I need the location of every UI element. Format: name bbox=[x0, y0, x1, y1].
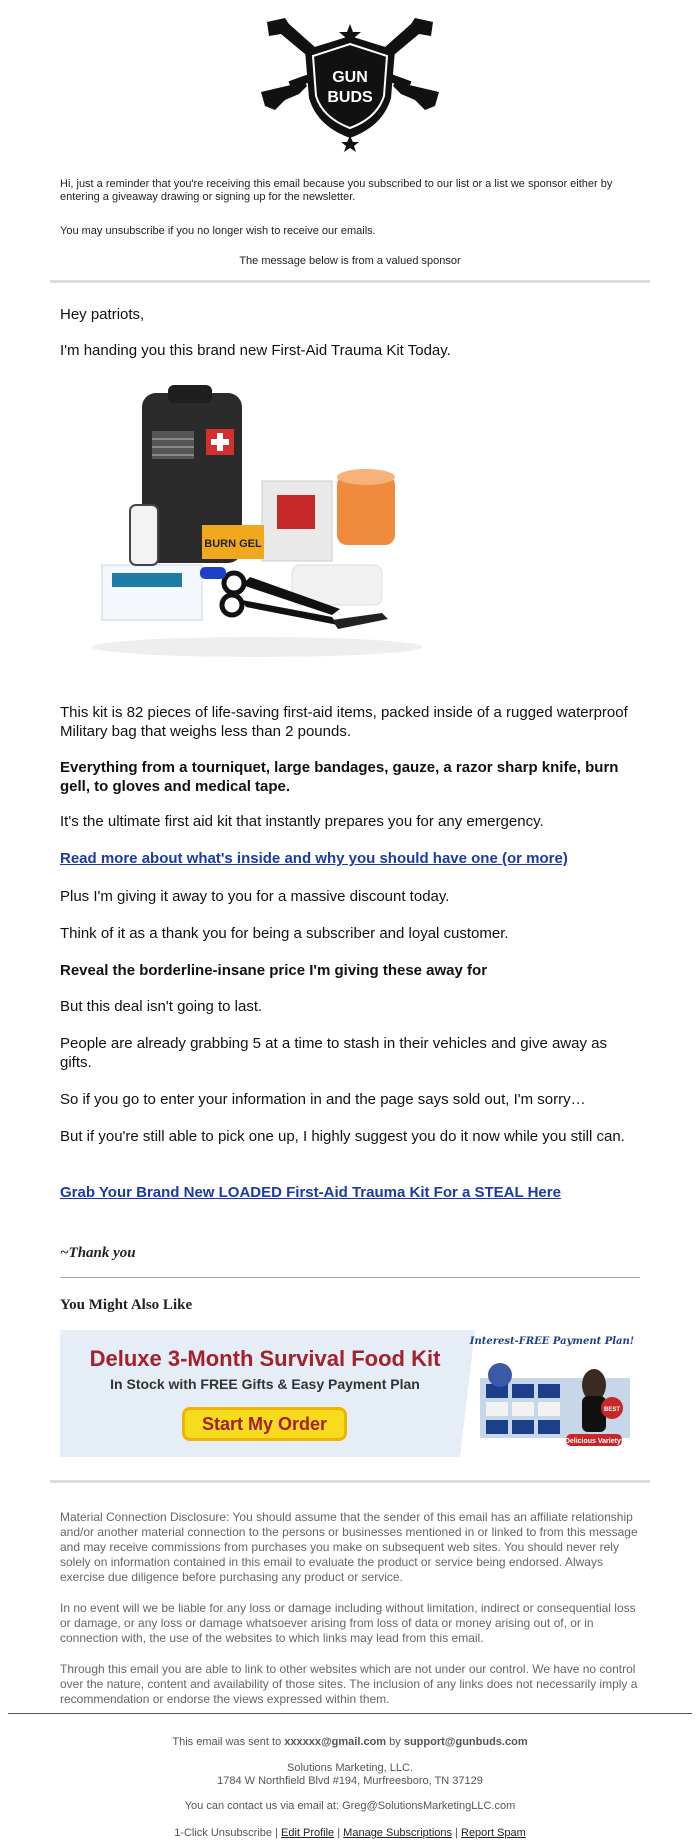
delicious-variety-badge: Delicious Variety! bbox=[564, 1438, 624, 1445]
body-paragraph: This kit is 82 pieces of life-saving first-aid items, packed inside of a rugged waterproof Military bag that weighs less than 2 pounds. bbox=[60, 704, 628, 740]
read-more-link-wrap bbox=[60, 849, 640, 868]
footer-sent-line bbox=[0, 1736, 700, 1749]
contact-line: You can contact us via email at: Greg@SolutionsMarketingLLC.com bbox=[184, 1800, 516, 1812]
divider bbox=[60, 1277, 640, 1278]
body-paragraph: But if you're still able to pick one up, I highly suggest you do it now while you still can. bbox=[60, 1128, 625, 1145]
best-badge: BEST bbox=[603, 1407, 621, 1413]
divider bbox=[8, 1713, 692, 1714]
body-paragraph: I'm handing you this brand new First-Aid Trauma Kit Today. bbox=[60, 342, 451, 359]
divider bbox=[50, 1480, 650, 1483]
gunbuds-logo[interactable] bbox=[255, 14, 445, 152]
footer-links bbox=[0, 1827, 700, 1840]
cta-link-wrap bbox=[60, 1183, 640, 1202]
logo-text-buds: BUDS bbox=[327, 89, 373, 106]
survival-food-banner[interactable] bbox=[60, 1330, 635, 1457]
body-paragraph-bold: Everything from a tourniquet, large bandages, gauze, a razor sharp knife, burn gell, to gloves and medical tape. bbox=[60, 759, 619, 795]
separator: | bbox=[452, 1827, 461, 1839]
you-might-also-like-heading: You Might Also Like bbox=[60, 1297, 193, 1313]
trauma-kit-image[interactable] bbox=[82, 385, 427, 660]
banner-subtitle: In Stock with FREE Gifts & Easy Payment Plan bbox=[110, 1376, 420, 1392]
body-paragraph: So if you go to enter your information in and the page says sold out, I'm sorry… bbox=[60, 1091, 586, 1108]
sent-by: by bbox=[386, 1736, 404, 1748]
burn-gel-label: BURN GEL bbox=[204, 538, 262, 550]
body-paragraph: It's the ultimate first aid kit that instantly prepares you for any emergency. bbox=[60, 813, 544, 830]
sponsor-note: The message below is from a valued sponsor bbox=[239, 255, 461, 267]
body-paragraph: But this deal isn't going to last. bbox=[60, 998, 263, 1015]
recipient-email: xxxxxx@gmail.com bbox=[284, 1736, 387, 1748]
body-paragraph: Think of it as a thank you for being a subscriber and loyal customer. bbox=[60, 925, 509, 942]
body-paragraph: Plus I'm giving it away to you for a massive discount today. bbox=[60, 888, 450, 905]
disclosure-paragraph: In no event will we be liable for any loss or damage including without limitation, indirect or consequential loss or damage, or any loss or damage whatsoever arising from loss of data or money arising out of, or in connection with, the use of the websites to which links may lead from this email. bbox=[60, 1601, 636, 1645]
company-name: Solutions Marketing, LLC. bbox=[287, 1762, 413, 1774]
intro-unsubscribe-note: You may unsubscribe if you no longer wish to receive our emails. bbox=[60, 225, 376, 237]
read-more-link[interactable]: Read more about what's inside and why you should have one (or more) bbox=[60, 850, 568, 867]
divider bbox=[50, 280, 650, 283]
interest-free-badge: Interest-FREE Payment Plan! bbox=[469, 1336, 635, 1347]
logo-text-gun: GUN bbox=[332, 69, 368, 86]
disclosure-paragraph: Material Connection Disclosure: You should assume that the sender of this email has an affiliate relationship and/or another material connection to the persons or businesses mentioned in or linked to from this message and may receive commissions from purchases you make on subsequent web sites. You should never rely solely on information contained in this email to evaluate the product or service being endorsed. Always exercise due diligence before purchasing any product or service. bbox=[60, 1510, 638, 1584]
sender-email: support@gunbuds.com bbox=[403, 1736, 528, 1748]
body-paragraph-bold: Reveal the borderline-insane price I'm giving these away for bbox=[60, 962, 488, 979]
manage-subscriptions-link[interactable]: Manage Subscriptions bbox=[343, 1827, 453, 1839]
sent-prefix: This email was sent to bbox=[172, 1736, 285, 1748]
start-my-order-button[interactable]: Start My Order bbox=[182, 1407, 347, 1441]
greeting: Hey patriots, bbox=[60, 306, 145, 323]
intro-reminder: Hi, just a reminder that you're receiving this email because you subscribed to our list or a list we sponsor either by entering a giveaway drawing or signing up for the newsletter. bbox=[60, 178, 613, 203]
grab-kit-cta-link[interactable]: Grab Your Brand New LOADED First-Aid Trauma Kit For a STEAL Here bbox=[60, 1184, 561, 1201]
signoff: ~Thank you bbox=[60, 1245, 136, 1261]
edit-profile-link[interactable]: Edit Profile bbox=[280, 1827, 335, 1839]
separator: | bbox=[334, 1827, 344, 1839]
one-click-unsubscribe[interactable]: 1-Click Unsubscribe bbox=[174, 1827, 272, 1839]
disclosure-paragraph: Through this email you are able to link to other websites which are not under our control. We have no control over the nature, content and availability of those sites. The inclusion of any links does not necessarily imply a recommendation or endorse the views expressed within them. bbox=[60, 1662, 638, 1706]
separator: | bbox=[272, 1827, 281, 1839]
banner-title: Deluxe 3-Month Survival Food Kit bbox=[89, 1346, 441, 1371]
company-address: 1784 W Northfield Blvd #194, Murfreesboro, TN 37129 bbox=[217, 1775, 483, 1787]
body-paragraph: People are already grabbing 5 at a time to stash in their vehicles and give away as gifts. bbox=[60, 1035, 607, 1071]
report-spam-link[interactable]: Report Spam bbox=[461, 1827, 526, 1839]
